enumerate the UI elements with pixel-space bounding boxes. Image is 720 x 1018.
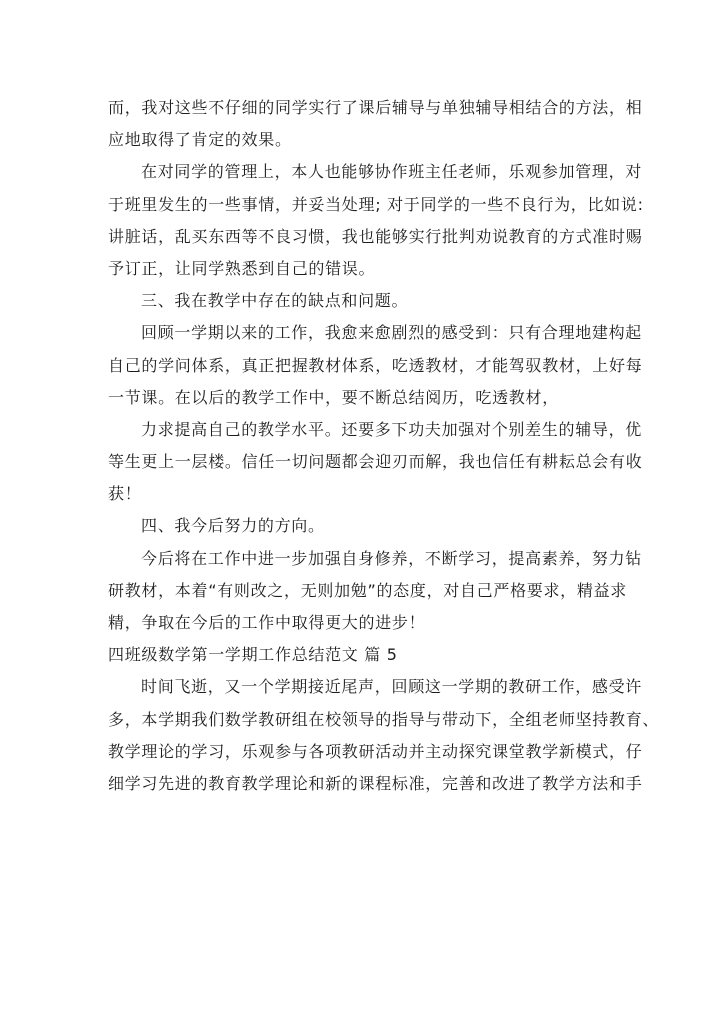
text-line: 在对同学的管理上，本人也能够协作班主任老师，乐观参加管理，对 [141, 162, 643, 182]
paragraph-semester [108, 671, 660, 800]
text-line: 精，争取在今后的工作中取得更大的进步！ [108, 613, 426, 632]
text-line: 多，本学期我们数学教研组在校领导的指导与带动下，全组老师坚持教育、 [108, 709, 660, 729]
text-line: 于班里发生的一些事情，并妥当处理; 对于同学的一些不良行为，比如说: [108, 194, 644, 214]
text-line: 教学理论的学习，乐观参与各项教研活动并主动探究课堂教学新模式，仔 [108, 741, 643, 761]
text-line: 获！ [108, 484, 142, 504]
article-title [108, 639, 616, 671]
section-heading-text: 三、我在教学中存在的缺点和问题。 [141, 291, 409, 311]
paragraph-improve [108, 414, 643, 511]
text-line: 讲脏话，乱买东西等不良习惯，我也能够实行批判劝说教育的方式准时赐 [108, 226, 643, 246]
section-heading-text: 四、我今后努力的方向。 [141, 516, 325, 536]
text-line: 回顾一学期以来的工作，我愈来愈剧烈的感受到：只有合理地建构起 [141, 323, 643, 343]
section-heading-4 [108, 510, 616, 542]
text-line: 自己的学问体系，真正把握教材体系，吃透教材，才能驾驭教材，上好每 [108, 355, 643, 375]
text-line: 研教材，本着“有则改之，无则加勉”的态度，对自己严格要求，精益求 [108, 580, 627, 600]
document-body [108, 92, 660, 800]
text-line: 应地取得了肯定的效果。 [108, 130, 292, 150]
text-line: 力求提高自己的教学水平。还要多下功夫加强对个别差生的辅导，优 [141, 419, 643, 439]
text-line: 细学习先进的教育教学理论和新的课程标准，完善和改进了教学方法和手 [108, 773, 643, 793]
paragraph-management [108, 156, 644, 285]
text-line: 予订正，让同学熟悉到自己的错误。 [108, 258, 376, 278]
paragraph-method-end [108, 92, 643, 156]
text-line: 时间飞逝，又一个学期接近尾声，回顾这一学期的教研工作，感受许 [141, 677, 643, 697]
text-line: 等生更上一层楼。信任一切问题都会迎刃而解，我也信任有耕耘总会有收 [108, 452, 643, 472]
section-heading-3 [108, 285, 616, 317]
text-line: 而，我对这些不仔细的同学实行了课后辅导与单独辅导相结合的方法，相 [108, 98, 643, 117]
paragraph-review [108, 317, 643, 414]
text-line: 一节课。在以后的教学工作中，要不断总结阅历，吃透教材， [108, 387, 559, 407]
paragraph-future [108, 543, 643, 640]
article-title-text: 四班级数学第一学期工作总结范文 篇 5 [108, 645, 398, 665]
text-line: 今后将在工作中进一步加强自身修养，不断学习，提高素养，努力钻 [141, 548, 643, 568]
